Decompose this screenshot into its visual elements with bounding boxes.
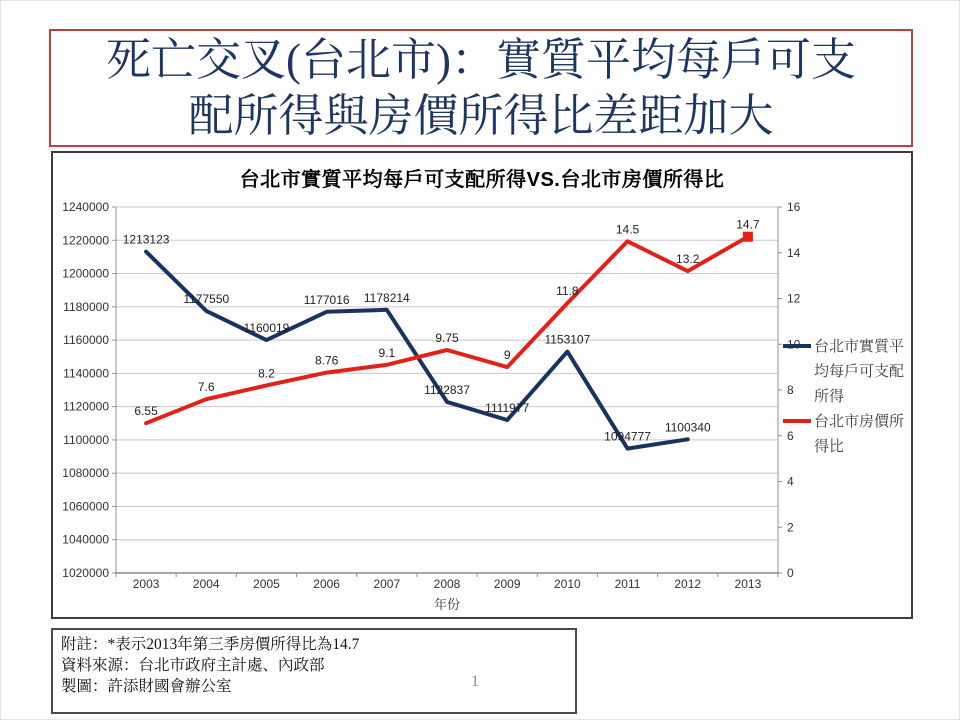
right-tick-label: 10	[787, 337, 801, 352]
left-tick-label: 1060000	[62, 499, 109, 514]
legend-entry-ratio	[783, 409, 911, 459]
category-label: 2011	[614, 577, 641, 591]
left-tick-label: 1020000	[62, 566, 109, 580]
right-tick-label: 16	[787, 200, 801, 214]
slide-title-line-2: 配所得與房價所得比差距加大	[188, 91, 774, 141]
data-label: 14.5	[615, 222, 640, 237]
chart-title: 台北市實質平均每戶可支配所得VS.台北市房價所得比	[239, 169, 725, 191]
category-label: 2010	[554, 577, 581, 591]
legend-line-swatch-blue	[783, 344, 811, 348]
data-label: 9.1	[378, 345, 396, 360]
legend-label-income: 台北市實質平均每戶可支配所得	[814, 338, 905, 405]
category-label: 2012	[674, 577, 702, 591]
footnote-line-1: 附註：*表示2013年第三季房價所得比為14.7	[61, 636, 360, 653]
category-label: 2007	[373, 577, 401, 591]
data-label: 1122837	[424, 382, 470, 397]
data-label: 1111977	[485, 400, 530, 415]
data-label: 13.2	[676, 252, 700, 267]
series-line	[146, 252, 688, 449]
left-tick-label: 1100000	[63, 432, 109, 447]
left-tick-label: 1120000	[63, 399, 109, 414]
chart-legend	[783, 334, 911, 459]
category-label: 2008	[433, 577, 461, 591]
category-label: 2004	[192, 577, 220, 591]
data-label: 9.75	[435, 330, 459, 345]
right-tick-label: 4	[787, 474, 794, 489]
left-tick-label: 1140000	[63, 366, 109, 381]
series-end-marker	[743, 232, 753, 242]
slide-title-box	[49, 29, 913, 147]
footnote-line-2: 資料來源：台北市政府主計處、內政部	[61, 657, 325, 674]
legend-label-ratio: 台北市房價所得比	[814, 413, 905, 455]
legend-entry-income	[783, 334, 911, 409]
data-label: 1178214	[363, 290, 410, 305]
legend-line-swatch-red	[783, 419, 811, 423]
category-label: 2013	[734, 577, 762, 591]
data-label: 8.76	[314, 353, 339, 368]
left-tick-label: 1200000	[62, 266, 109, 281]
category-label: 2005	[253, 577, 280, 591]
category-label: 2003	[132, 577, 160, 591]
left-tick-label: 1080000	[62, 466, 109, 481]
left-tick-label: 1040000	[62, 532, 109, 547]
category-label: 2006	[313, 577, 340, 591]
page-number: 1	[471, 673, 479, 690]
category-label: 2009	[493, 577, 521, 591]
left-tick-label: 1240000	[62, 200, 109, 214]
chart-container	[51, 151, 913, 619]
data-label: 7.6	[197, 380, 215, 395]
data-label: 1177550	[183, 291, 230, 306]
x-axis-title: 年份	[433, 597, 461, 612]
right-tick-label: 2	[787, 520, 794, 535]
right-tick-label: 6	[787, 428, 794, 443]
right-tick-label: 8	[787, 383, 794, 397]
data-label: 1177016	[303, 292, 350, 307]
data-label: 14.7	[736, 217, 760, 232]
right-tick-label: 14	[787, 245, 801, 260]
footnote-line-3: 製圖：許添財國會辦公室	[61, 678, 232, 695]
data-label: 9	[503, 348, 511, 363]
data-label: 6.55	[134, 404, 158, 419]
right-tick-label: 12	[787, 291, 801, 306]
left-tick-label: 1180000	[63, 299, 109, 314]
data-label: 1153107	[544, 332, 591, 347]
left-tick-label: 1220000	[62, 233, 109, 248]
left-tick-label: 1160000	[63, 333, 109, 348]
footnote-box	[51, 628, 577, 714]
slide-title-line-1: 死亡交叉(台北市)：實質平均每戶可支	[106, 35, 856, 85]
data-label: 8.2	[258, 366, 275, 381]
data-label: 1094777	[604, 429, 651, 444]
data-label: 1213123	[122, 232, 170, 247]
data-label: 1100340	[664, 420, 711, 435]
data-label: 11.8	[556, 284, 579, 299]
data-label: 1160019	[243, 321, 290, 336]
right-tick-label: 0	[787, 566, 794, 580]
